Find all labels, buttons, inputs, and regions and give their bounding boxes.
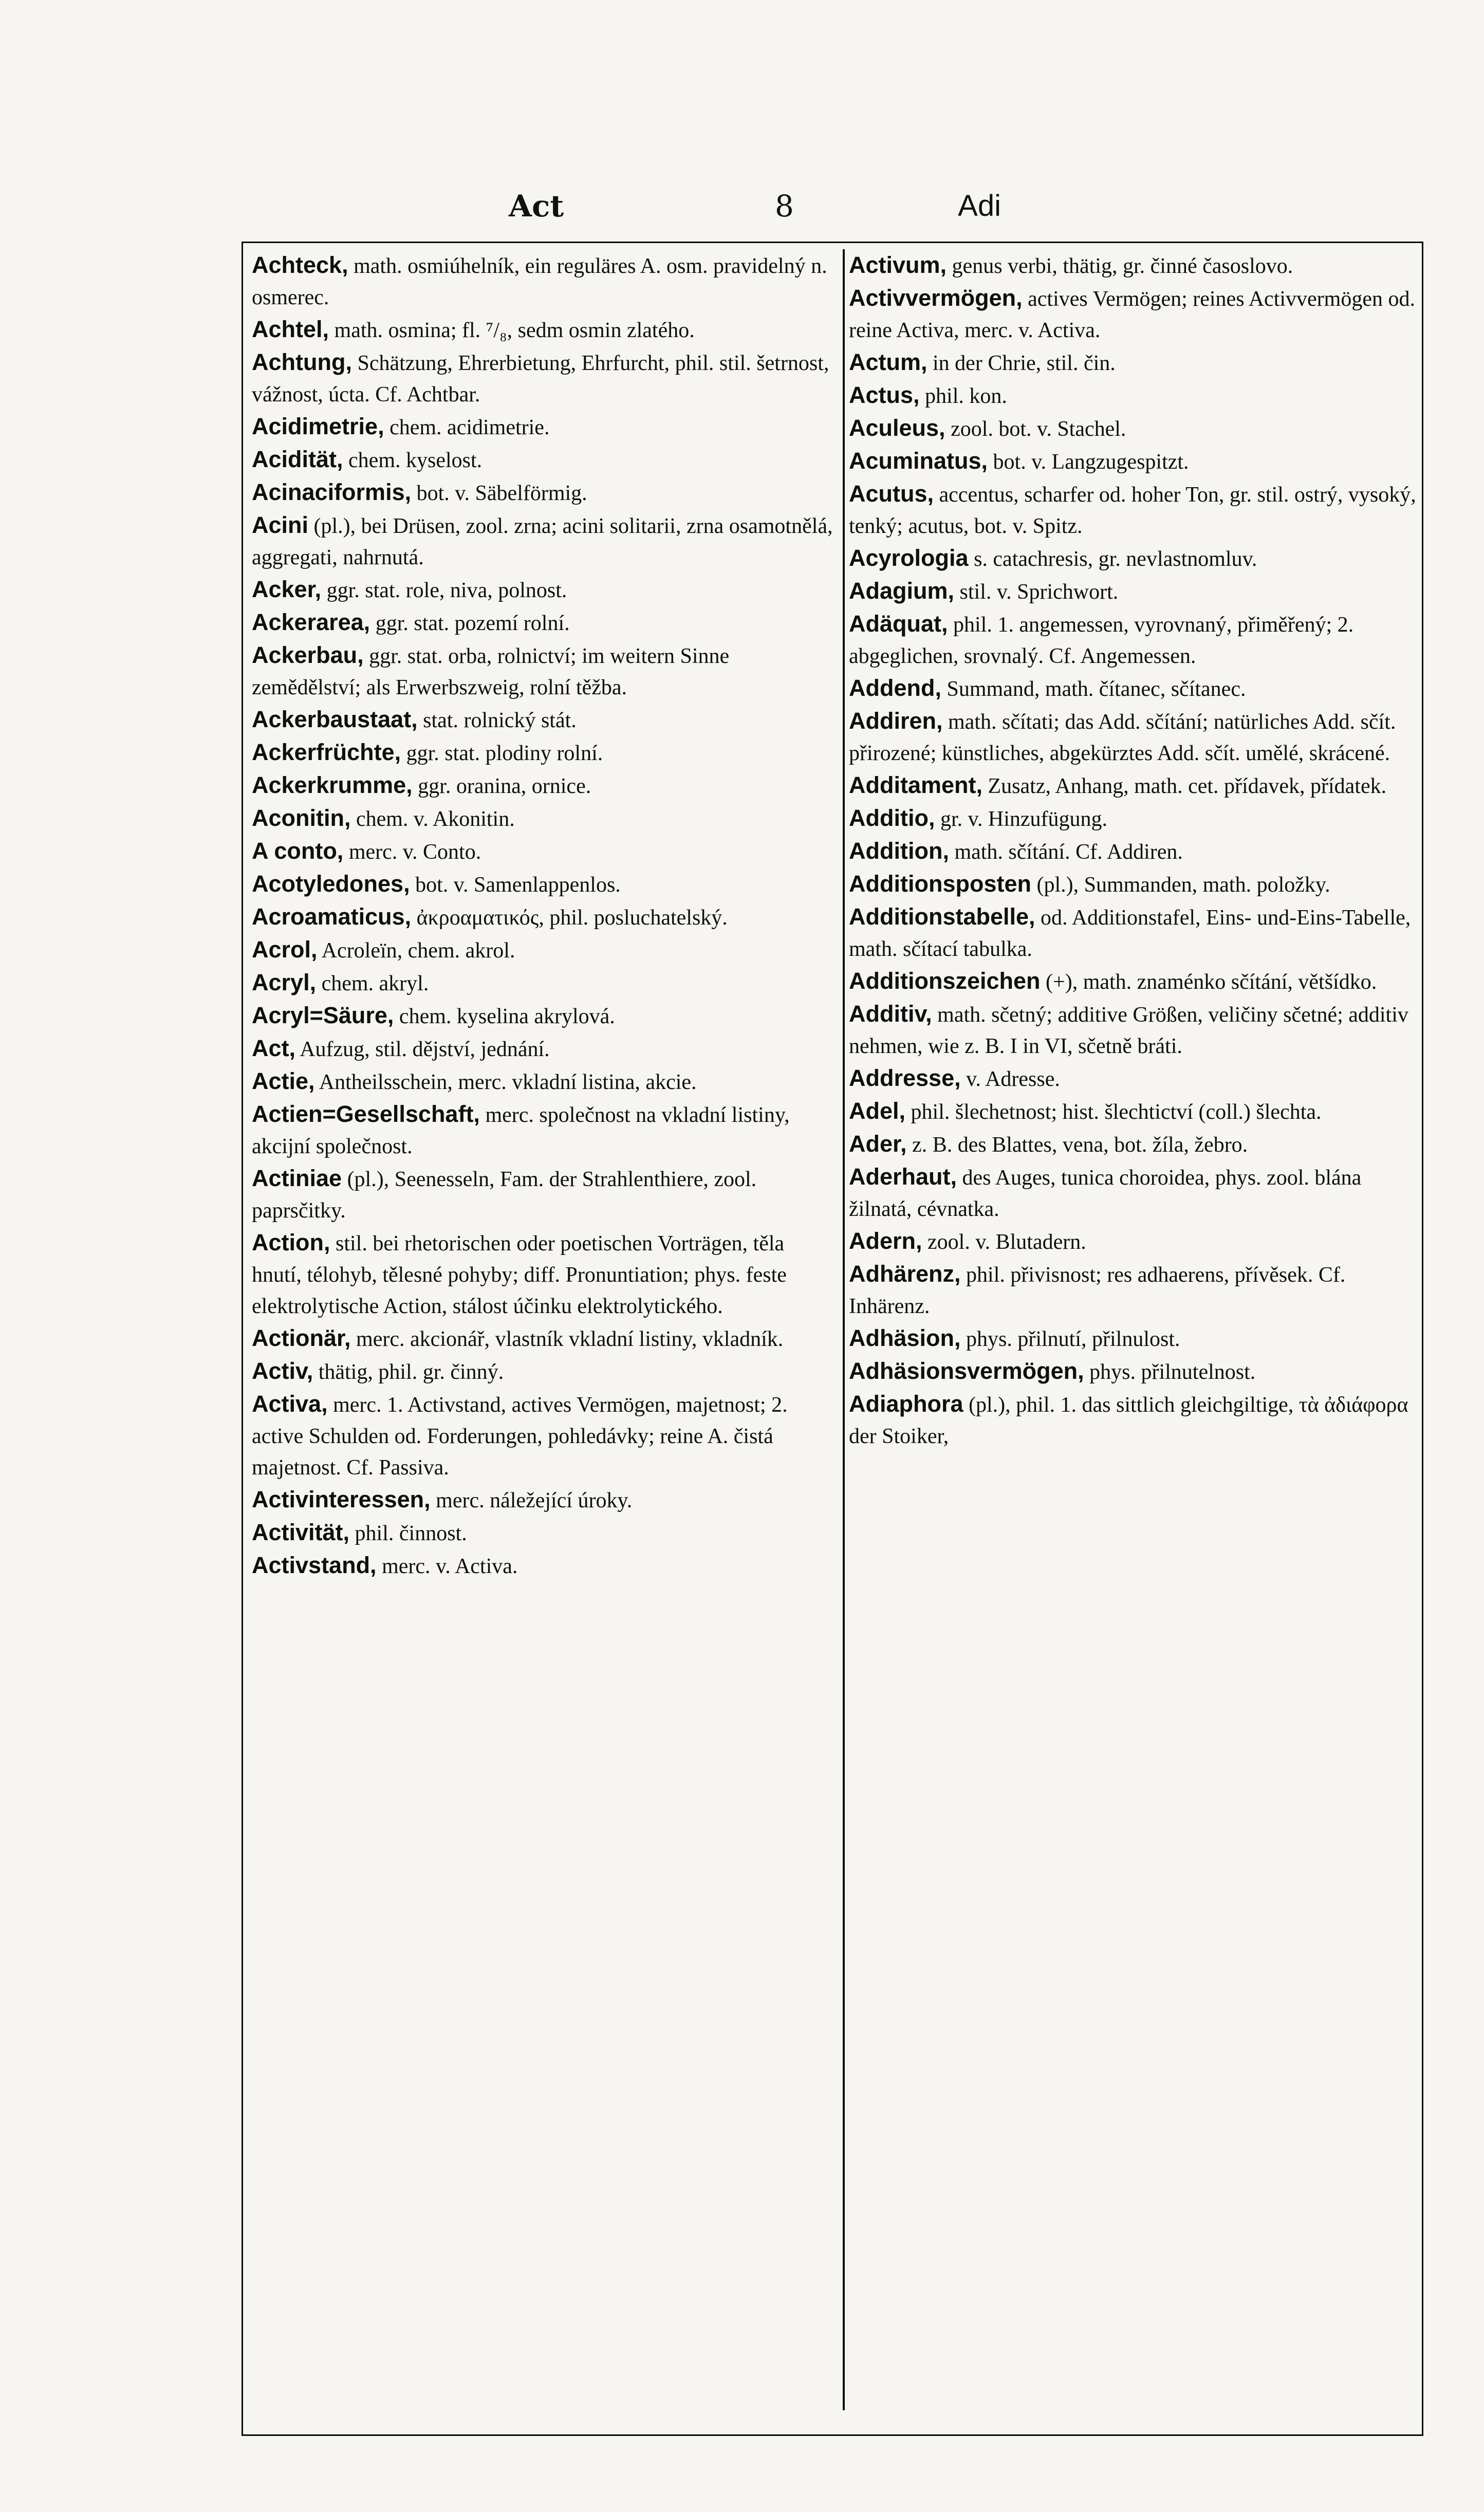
dictionary-entry bbox=[252, 934, 838, 967]
dictionary-entry bbox=[252, 1098, 838, 1162]
page-border-bottom bbox=[242, 2434, 1423, 2436]
entry-headword: Achtel, bbox=[252, 316, 329, 342]
entry-headword: Ackerkrumme, bbox=[252, 772, 413, 798]
entry-definition: math. osmiúhelník, ein reguläres A. osm. pravidelný n. osmerec. bbox=[252, 254, 827, 309]
dictionary-entry bbox=[252, 1355, 838, 1388]
entry-headword: Achtung, bbox=[252, 349, 352, 375]
page-border-right bbox=[1422, 242, 1423, 2436]
page-border-left bbox=[242, 242, 243, 2436]
dictionary-entry bbox=[849, 1225, 1419, 1258]
dictionary-entry bbox=[252, 736, 838, 769]
entry-headword: Adhäsionsvermögen, bbox=[849, 1358, 1084, 1384]
entry-definition: (+), math. znaménko sčítání, většídko. bbox=[1046, 970, 1377, 994]
dictionary-entry bbox=[849, 412, 1419, 445]
entry-headword: Activstand, bbox=[252, 1552, 377, 1578]
dictionary-entry bbox=[252, 868, 838, 901]
entry-headword: Activ, bbox=[252, 1358, 313, 1384]
entry-definition: ggr. stat. orba, rolnictví; im weitern Sinne zemědělství; als Erwerbszweig, rolní těžba. bbox=[252, 644, 730, 699]
entry-headword: Act, bbox=[252, 1035, 296, 1061]
dictionary-entry bbox=[849, 965, 1419, 998]
dictionary-entry bbox=[849, 379, 1419, 412]
entry-headword: Addresse, bbox=[849, 1065, 961, 1091]
entry-headword: Actie, bbox=[252, 1068, 315, 1094]
entry-definition: phys. přilnutí, přilnulost. bbox=[966, 1327, 1180, 1351]
entry-headword: Aconitin, bbox=[252, 805, 351, 831]
entry-headword: Activvermögen, bbox=[849, 285, 1023, 311]
entry-definition: ggr. stat. pozemí rolní. bbox=[375, 612, 570, 635]
entry-headword: Action, bbox=[252, 1229, 330, 1255]
entry-definition: chem. kyselost. bbox=[348, 449, 483, 472]
entry-definition: phil. kon. bbox=[925, 384, 1007, 408]
entry-definition: merc. v. Activa. bbox=[382, 1555, 518, 1578]
entry-definition: accentus, scharfer od. hoher Ton, gr. stil. ostrý, vysoký, tenký; acutus, bot. v. Spitz. bbox=[849, 483, 1416, 538]
entry-headword: Acutus, bbox=[849, 481, 934, 507]
left-column bbox=[252, 249, 838, 2433]
entry-definition: stat. rolnický stát. bbox=[423, 709, 577, 732]
entry-headword: Additament, bbox=[849, 772, 983, 798]
entry-headword: Acidimetrie, bbox=[252, 413, 384, 439]
entry-headword: Acroamaticus, bbox=[252, 903, 412, 930]
dictionary-entry bbox=[849, 1258, 1419, 1322]
entry-headword: Acryl, bbox=[252, 969, 317, 995]
entry-definition: ggr. oranina, ornice. bbox=[418, 774, 591, 798]
entry-definition: ἀκροαματικός, phil. posluchatelský. bbox=[416, 906, 728, 930]
dictionary-entry bbox=[252, 1162, 838, 1227]
entry-definition: stil. v. Sprichwort. bbox=[959, 580, 1119, 604]
entry-definition: chem. acidimetrie. bbox=[389, 416, 550, 439]
dictionary-entry bbox=[252, 346, 838, 411]
dictionary-entry bbox=[252, 1322, 838, 1355]
entry-definition: stil. bei rhetorischen oder poetischen Vorträgen, těla hnutí, télohyb, tělesné pohyby; diff. Pronuntiation; phys. feste elektrolytische Action, stálost účinku elektrolytického. bbox=[252, 1232, 787, 1318]
dictionary-entry bbox=[849, 835, 1419, 868]
entry-headword: Aculeus, bbox=[849, 415, 945, 441]
entry-definition: genus verbi, thätig, gr. činné časoslovo. bbox=[952, 254, 1293, 278]
entry-definition: math. sčítati; das Add. sčítání; natürliches Add. sčít. přirozené; künstliches, abgekürztes Add. sčít. umělé, skrácené. bbox=[849, 710, 1396, 765]
entry-definition: (pl.), Summanden, math. položky. bbox=[1036, 873, 1330, 897]
entry-headword: Acotyledones, bbox=[252, 871, 410, 897]
dictionary-entry bbox=[849, 249, 1419, 282]
dictionary-entry bbox=[849, 608, 1419, 672]
entry-definition: math. sčetný; additive Größen, veličiny sčetné; additiv nehmen, wie z. B. I in VI, sčetně bráti. bbox=[849, 1003, 1408, 1058]
dictionary-entry bbox=[252, 313, 838, 346]
dictionary-entry bbox=[849, 1355, 1419, 1388]
entry-definition: Zusatz, Anhang, math. cet. přídavek, přídatek. bbox=[988, 774, 1387, 798]
entry-definition: phil. 1. angemessen, vyrovnaný, přiměřený; 2. abgeglichen, srovnalý. Cf. Angemessen. bbox=[849, 613, 1354, 668]
dictionary-entry bbox=[849, 478, 1419, 542]
entry-definition: phil. přivisnost; res adhaerens, přívěsek. Cf. Inhärenz. bbox=[849, 1263, 1346, 1318]
column-divider bbox=[843, 249, 845, 2410]
entry-definition: phil. šlechetnost; hist. šlechtictví (coll.) šlechta. bbox=[911, 1100, 1322, 1124]
dictionary-entry bbox=[252, 639, 838, 704]
dictionary-entry bbox=[849, 868, 1419, 901]
entry-headword: Ackerbau, bbox=[252, 642, 364, 668]
dictionary-entry bbox=[252, 769, 838, 802]
entry-definition: bot. v. Langzugespitzt. bbox=[993, 450, 1189, 474]
dictionary-entry bbox=[252, 476, 838, 509]
entry-definition: gr. v. Hinzufügung. bbox=[940, 807, 1108, 831]
entry-headword: Ader, bbox=[849, 1131, 907, 1157]
page-number: 8 bbox=[775, 189, 794, 224]
dictionary-entry bbox=[252, 574, 838, 606]
entry-headword: Aderhaut, bbox=[849, 1163, 957, 1190]
entry-headword: Actus, bbox=[849, 382, 920, 408]
dictionary-entry bbox=[849, 1095, 1419, 1128]
entry-headword: Adhärenz, bbox=[849, 1261, 961, 1287]
entry-headword: Additionstabelle, bbox=[849, 903, 1035, 930]
entry-definition: in der Chrie, stil. čin. bbox=[933, 352, 1116, 375]
entry-definition: merc. akcionář, vlastník vkladní listiny, vkladník. bbox=[356, 1327, 784, 1351]
entry-headword: Additiv, bbox=[849, 1001, 932, 1027]
entry-definition: merc. společnost na vkladní listiny, akcijní společnost. bbox=[252, 1103, 790, 1158]
entry-headword: Acinaciformis, bbox=[252, 479, 412, 505]
entry-headword: Activität, bbox=[252, 1519, 350, 1545]
entry-headword: Adäquat, bbox=[849, 611, 948, 637]
dictionary-entry bbox=[252, 249, 838, 313]
entry-headword: Adern, bbox=[849, 1228, 922, 1254]
entry-headword: Activa, bbox=[252, 1391, 328, 1417]
dictionary-entry bbox=[252, 1388, 838, 1484]
page-border-top bbox=[242, 242, 1423, 243]
entry-definition: chem. kyselina akrylová. bbox=[399, 1005, 615, 1028]
entry-definition: ggr. stat. plodiny rolní. bbox=[406, 742, 603, 765]
dictionary-entry bbox=[252, 1227, 838, 1322]
dictionary-entry bbox=[849, 282, 1419, 346]
entry-headword: Acuminatus, bbox=[849, 448, 988, 474]
entry-headword: Adel, bbox=[849, 1098, 906, 1124]
entry-headword: Acker, bbox=[252, 576, 322, 602]
entry-headword: Additionsposten bbox=[849, 871, 1031, 897]
entry-definition: chem. v. Akonitin. bbox=[356, 807, 515, 831]
entry-definition: thätig, phil. gr. činný. bbox=[318, 1360, 504, 1384]
dictionary-entry bbox=[849, 1322, 1419, 1355]
dictionary-entry bbox=[849, 901, 1419, 965]
entry-definition: merc. náležející úroky. bbox=[436, 1489, 633, 1512]
dictionary-entry bbox=[252, 1032, 838, 1065]
entry-headword: Additio, bbox=[849, 805, 935, 831]
entry-definition: merc. 1. Activstand, actives Vermögen, majetnost; 2. active Schulden od. Forderungen, pohledávky; reine A. čistá majetnost. Cf. Passiva. bbox=[252, 1393, 788, 1480]
dictionary-entry bbox=[252, 1549, 838, 1582]
running-header bbox=[242, 183, 1242, 239]
entry-definition: (pl.), bei Drüsen, zool. zrna; acini solitarii, zrna osamotnělá, aggregati, nahrnutá. bbox=[252, 514, 833, 569]
entry-headword: Actionär, bbox=[252, 1325, 351, 1351]
entry-headword: Activinteressen, bbox=[252, 1486, 431, 1512]
dictionary-entry bbox=[849, 705, 1419, 769]
entry-headword: Acyrologia bbox=[849, 545, 969, 571]
entry-headword: Acidität, bbox=[252, 446, 343, 472]
entry-definition: math. sčítání. Cf. Addiren. bbox=[954, 840, 1183, 864]
dictionary-entry bbox=[252, 411, 838, 444]
dictionary-entry bbox=[252, 802, 838, 835]
entry-headword: Adagium, bbox=[849, 578, 955, 604]
dictionary-entry bbox=[849, 445, 1419, 478]
dictionary-entry bbox=[849, 346, 1419, 379]
entry-definition: od. Additionstafel, Eins- und-Eins-Tabelle, math. sčítací tabulka. bbox=[849, 906, 1411, 961]
entry-definition: zool. bot. v. Stachel. bbox=[951, 417, 1126, 441]
dictionary-entry bbox=[252, 1065, 838, 1098]
entry-headword: Activum, bbox=[849, 252, 947, 278]
entry-definition: des Auges, tunica choroidea, phys. zool. blána žilnatá, cévnatka. bbox=[849, 1166, 1362, 1221]
dictionary-entry bbox=[252, 901, 838, 934]
dictionary-entry bbox=[252, 704, 838, 736]
entry-definition: phil. činnost. bbox=[355, 1522, 467, 1545]
dictionary-entry bbox=[252, 444, 838, 476]
entry-headword: Addiren, bbox=[849, 708, 943, 734]
entry-headword: Additionszeichen bbox=[849, 968, 1041, 994]
dictionary-entry bbox=[252, 1517, 838, 1549]
dictionary-entry bbox=[849, 575, 1419, 608]
dictionary-entry bbox=[849, 672, 1419, 705]
entry-definition: ggr. stat. role, niva, polnost. bbox=[326, 579, 567, 602]
dictionary-entry bbox=[252, 509, 838, 574]
entry-definition: actives Vermögen; reines Activvermögen od. reine Activa, merc. v. Activa. bbox=[849, 287, 1415, 342]
entry-definition: bot. v. Säbelförmig. bbox=[416, 482, 587, 505]
dictionary-entry bbox=[849, 542, 1419, 575]
entry-definition: Summand, math. čítanec, sčítanec. bbox=[947, 677, 1246, 701]
dictionary-entry bbox=[849, 769, 1419, 802]
entry-headword: Ackerbaustaat, bbox=[252, 706, 418, 732]
dictionary-entry bbox=[252, 835, 838, 868]
entry-definition: (pl.), Seenesseln, Fam. der Strahlenthiere, zool. paprsčitky. bbox=[252, 1168, 757, 1223]
entry-definition: s. catachresis, gr. nevlastnomluv. bbox=[974, 547, 1257, 571]
entry-definition: merc. v. Conto. bbox=[348, 840, 481, 864]
entry-definition: Antheilsschein, merc. vkladní listina, akcie. bbox=[319, 1070, 697, 1094]
entry-headword: A conto, bbox=[252, 838, 344, 864]
entry-definition: math. osmina; fl. ⁷/₈, sedm osmin zlatého. bbox=[334, 319, 695, 342]
entry-definition: phys. přilnutelnost. bbox=[1089, 1360, 1256, 1384]
header-left-guideword: Act bbox=[509, 189, 564, 224]
entry-headword: Ackerfrüchte, bbox=[252, 739, 401, 765]
dictionary-entry bbox=[849, 998, 1419, 1062]
dictionary-entry bbox=[252, 1484, 838, 1517]
entry-headword: Actien=Gesellschaft, bbox=[252, 1101, 480, 1127]
entry-headword: Acrol, bbox=[252, 936, 318, 963]
entry-headword: Acryl=Säure, bbox=[252, 1002, 394, 1028]
dictionary-entry bbox=[849, 802, 1419, 835]
right-column bbox=[849, 249, 1419, 2433]
dictionary-entry bbox=[252, 967, 838, 1000]
entry-definition: Acroleïn, chem. akrol. bbox=[321, 939, 515, 963]
entry-headword: Adhäsion, bbox=[849, 1325, 961, 1351]
dictionary-entry bbox=[849, 1128, 1419, 1161]
entry-definition: z. B. des Blattes, vena, bot. žíla, žebro. bbox=[912, 1133, 1248, 1157]
dictionary-entry bbox=[252, 606, 838, 639]
entry-headword: Addend, bbox=[849, 675, 941, 701]
entry-headword: Achteck, bbox=[252, 252, 348, 278]
dictionary-entry bbox=[849, 1062, 1419, 1095]
entry-definition: Aufzug, stil. dějství, jednání. bbox=[300, 1038, 550, 1061]
entry-definition: chem. akryl. bbox=[321, 972, 429, 995]
entry-headword: Adiaphora bbox=[849, 1391, 963, 1417]
dictionary-entry bbox=[849, 1161, 1419, 1225]
entry-headword: Actum, bbox=[849, 349, 928, 375]
dictionary-entry bbox=[252, 1000, 838, 1032]
header-right-guideword: Adi bbox=[958, 189, 1001, 223]
entry-headword: Ackerarea, bbox=[252, 609, 370, 635]
entry-headword: Addition, bbox=[849, 838, 949, 864]
entry-definition: v. Adresse. bbox=[966, 1067, 1060, 1091]
entry-definition: (pl.), phil. 1. das sittlich gleichgiltige, τὰ ἀδιάφορα der Stoiker, bbox=[849, 1393, 1408, 1448]
entry-headword: Actiniae bbox=[252, 1165, 342, 1191]
entry-definition: zool. v. Blutadern. bbox=[928, 1230, 1086, 1254]
entry-headword: Acini bbox=[252, 512, 309, 538]
dictionary-entry bbox=[849, 1388, 1419, 1452]
entry-definition: bot. v. Samenlappenlos. bbox=[415, 873, 621, 897]
entry-definition: Schätzung, Ehrerbietung, Ehrfurcht, phil. stil. šetrnost, vážnost, úcta. Cf. Achtbar. bbox=[252, 352, 829, 407]
